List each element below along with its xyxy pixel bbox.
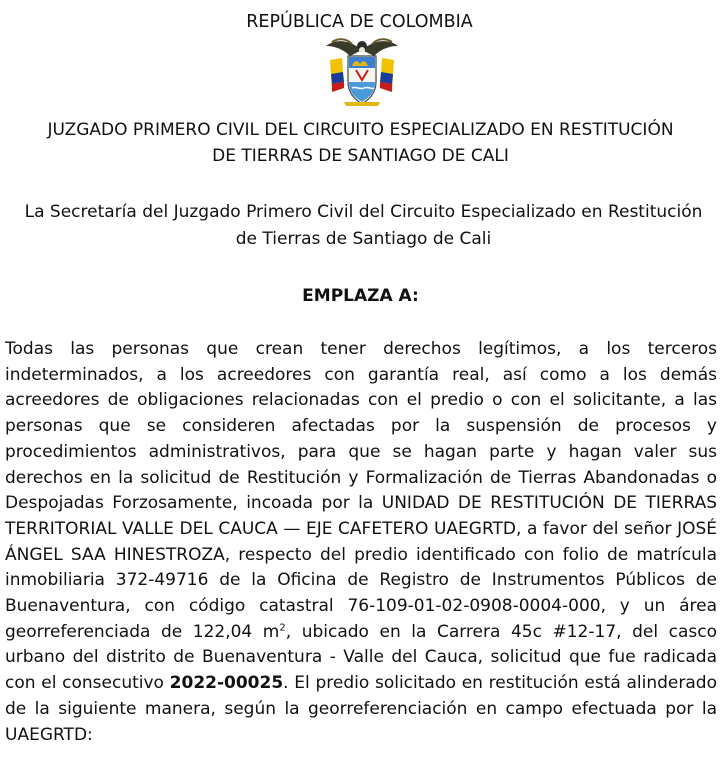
body-text-part-3: . El predio solicitado en restitución está alinderado de la siguiente manera, según la georreferenciación en campo efectuada por la UAEGRTD: — [5, 673, 717, 745]
radicado-number: 2022-00025 — [169, 673, 284, 694]
court-name-line-1: JUZGADO PRIMERO CIVIL DEL CIRCUITO ESPECIALIZADO EN RESTITUCIÓN — [47, 120, 674, 140]
intro-line-1: La Secretaría del Juzgado Primero Civil del Circuito Especializado en Restitución — [24, 202, 703, 222]
section-heading: EMPLAZA A: — [302, 286, 419, 306]
area-unit-superscript: 2 — [279, 622, 286, 634]
intro-line-2: de Tierras de Santiago de Cali — [235, 229, 492, 249]
court-name — [0, 117, 724, 169]
body-text-part-1: Todas las personas que crean tener derechos legítimos, a los terceros indeterminados, a los acreedores con garantía real, así como a los demás acreedores de obligaciones relacionadas con el predio o con el solicitante, a las personas que se consideren afectadas por la suspensión de procesos y procedimientos administrativos, para que se hagan parte y hagan valer sus derechos en la solicitud de Restitución y Formalización de Tierras Abandonadas o Despojadas Forzosamente, incoada por la UNIDAD DE RESTITUCIÓN DE TIERRAS TERRITORIAL VALLE DEL CAUCA — EJE CAFETERO UAEGRTD, a favor del señor JOSÉ ÁNGEL SAA HINESTROZA, respecto del predio identificado con folio de matrícula inmobiliaria 372-49716 de la Oficina de Registro de Instrumentos Públicos de Buenaventura, con código catastral 76-109-01-02-0908-0004-000, y un área georreferenciada de 122,04 m — [5, 339, 717, 642]
colombia-coat-of-arms-icon — [322, 36, 402, 108]
court-name-line-2: DE TIERRAS DE SANTIAGO DE CALI — [212, 146, 509, 166]
body-paragraph — [5, 337, 717, 748]
intro-paragraph — [0, 199, 727, 253]
country-title: REPÚBLICA DE COLOMBIA — [246, 12, 473, 32]
body-text-part-2: , ubicado en la Carrera 45c #12-17, del casco urbano del distrito de Buenaventura - Valle del Cauca, solicitud que fue radicada con el consecutivo — [5, 621, 717, 694]
